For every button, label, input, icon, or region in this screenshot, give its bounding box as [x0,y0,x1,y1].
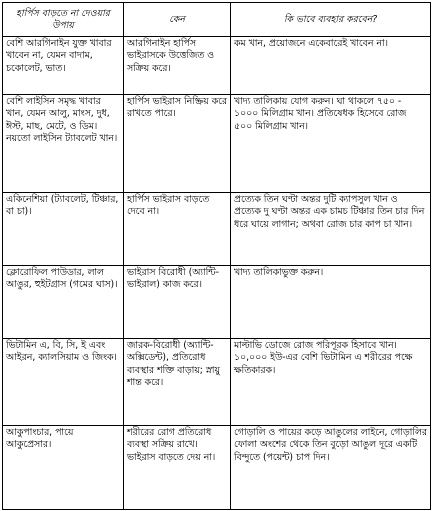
remedy-document [2,2,430,509]
header-reason: কেন [124,3,231,37]
table-row [3,426,431,510]
remedy-cell: আকুপাংচার, পায়ে আকুপ্রেসার। [3,426,124,510]
reason-cell: হার্পিস ভাইরাস বাড়তে দেবে না। [124,193,231,266]
usage-cell: খাদ্য তালিকাভুক্ত করুন। [231,266,431,339]
reason-cell: ভাইরাস বিরোধী (অ্যান্টি-ভাইরাল) কাজ করে। [124,266,231,339]
usage-cell: প্রত্যেক তিন ঘণ্টা অন্তর দুটি ক্যাপসুল খান ও প্রত্যেক দু ঘণ্টা অন্তর এক চামচ টিঞ্চার তিন চার দিন ধরে ঘায়ে লাগান; অথবা রোজ চার কাপ চা খান। [231,193,431,266]
remedy-cell: একিনেশিয়া (ট্যাবলেট, টিঞ্চার, বা চা)। [3,193,124,266]
usage-cell: কম খান, প্রয়োজনে একেবারেই খাবেন না। [231,37,431,95]
usage-cell: খাদ্য তালিকায় যোগ করুন। ঘা থাকলে ৭৫০ - ১০০০ মিলিগ্রাম খান। প্রতিষেধক হিসেবে রোজ ৫০০ মিলিগ্রাম খান। [231,95,431,193]
usage-cell: গোড়ালি ও পায়ের কড়ে আঙুলের লাইনে, গোড়ালির ফোলা অংশের থেকে তিন বুড়ো আঙুল দূরে একটি বিন্দুতে (পয়েন্ট) চাপ দিন। [231,426,431,510]
table-header-row [3,3,431,37]
remedy-cell: ক্লোরোফিল পাউডার, লাল আঙুর, হুইটগ্রাস (গমের ঘাস)। [3,266,124,339]
table-row [3,339,431,426]
reason-cell: হার্পিস ভাইরাস নিষ্ক্রিয় করে রাখতে পারে। [124,95,231,193]
reason-cell: জারক-বিরোধী (অ্যান্টি-অক্সিডেন্ট), প্রতিরোধ ব্যবস্থার শক্তি বাড়ায়; স্নায়ু শান্ত করে। [124,339,231,426]
reason-cell: শরীরের রোগ প্রতিরোধ ব্যবস্থা সক্রিয় রাখে। ভাইরাস বাড়তে দেয় না। [124,426,231,510]
remedy-table [2,2,431,510]
header-usage: কি ভাবে ব্যবহার করবেন? [231,3,431,37]
header-remedy: হার্পিস বাড়তে না দেওয়ার উপায় [3,3,124,37]
reason-cell: আরগিনাইন হার্পিস ভাইরাসকে উত্তেজিত ও সক্রিয় করে। [124,37,231,95]
remedy-cell: বেশি আরগিনাইন যুক্ত খাবার খাবেন না, যেমন বাদাম, চকোলেট, ভাত। [3,37,124,95]
table-row [3,95,431,193]
table-row [3,266,431,339]
usage-cell: মাল্টাভি ডোজে রোজ পরিপূরক হিসাবে খান। ১০,০০০ ইউ-এর বেশি ভিটামিন এ শরীরের পক্ষে ক্ষতিকারক। [231,339,431,426]
remedy-cell: বেশি লাইসিন সমৃদ্ধ খাবার খান, যেমন আলু, মাংস, দুধ, ঈস্ট, মাছ, মেটে, ও ডিম। নয়তো লাইসিন ট্যাবলেট খান। [3,95,124,193]
table-row [3,193,431,266]
remedy-cell: ভিটামিন এ, বি, সি, ই এবং আইরন, ক্যালসিয়াম ও জিংক। [3,339,124,426]
table-row [3,37,431,95]
